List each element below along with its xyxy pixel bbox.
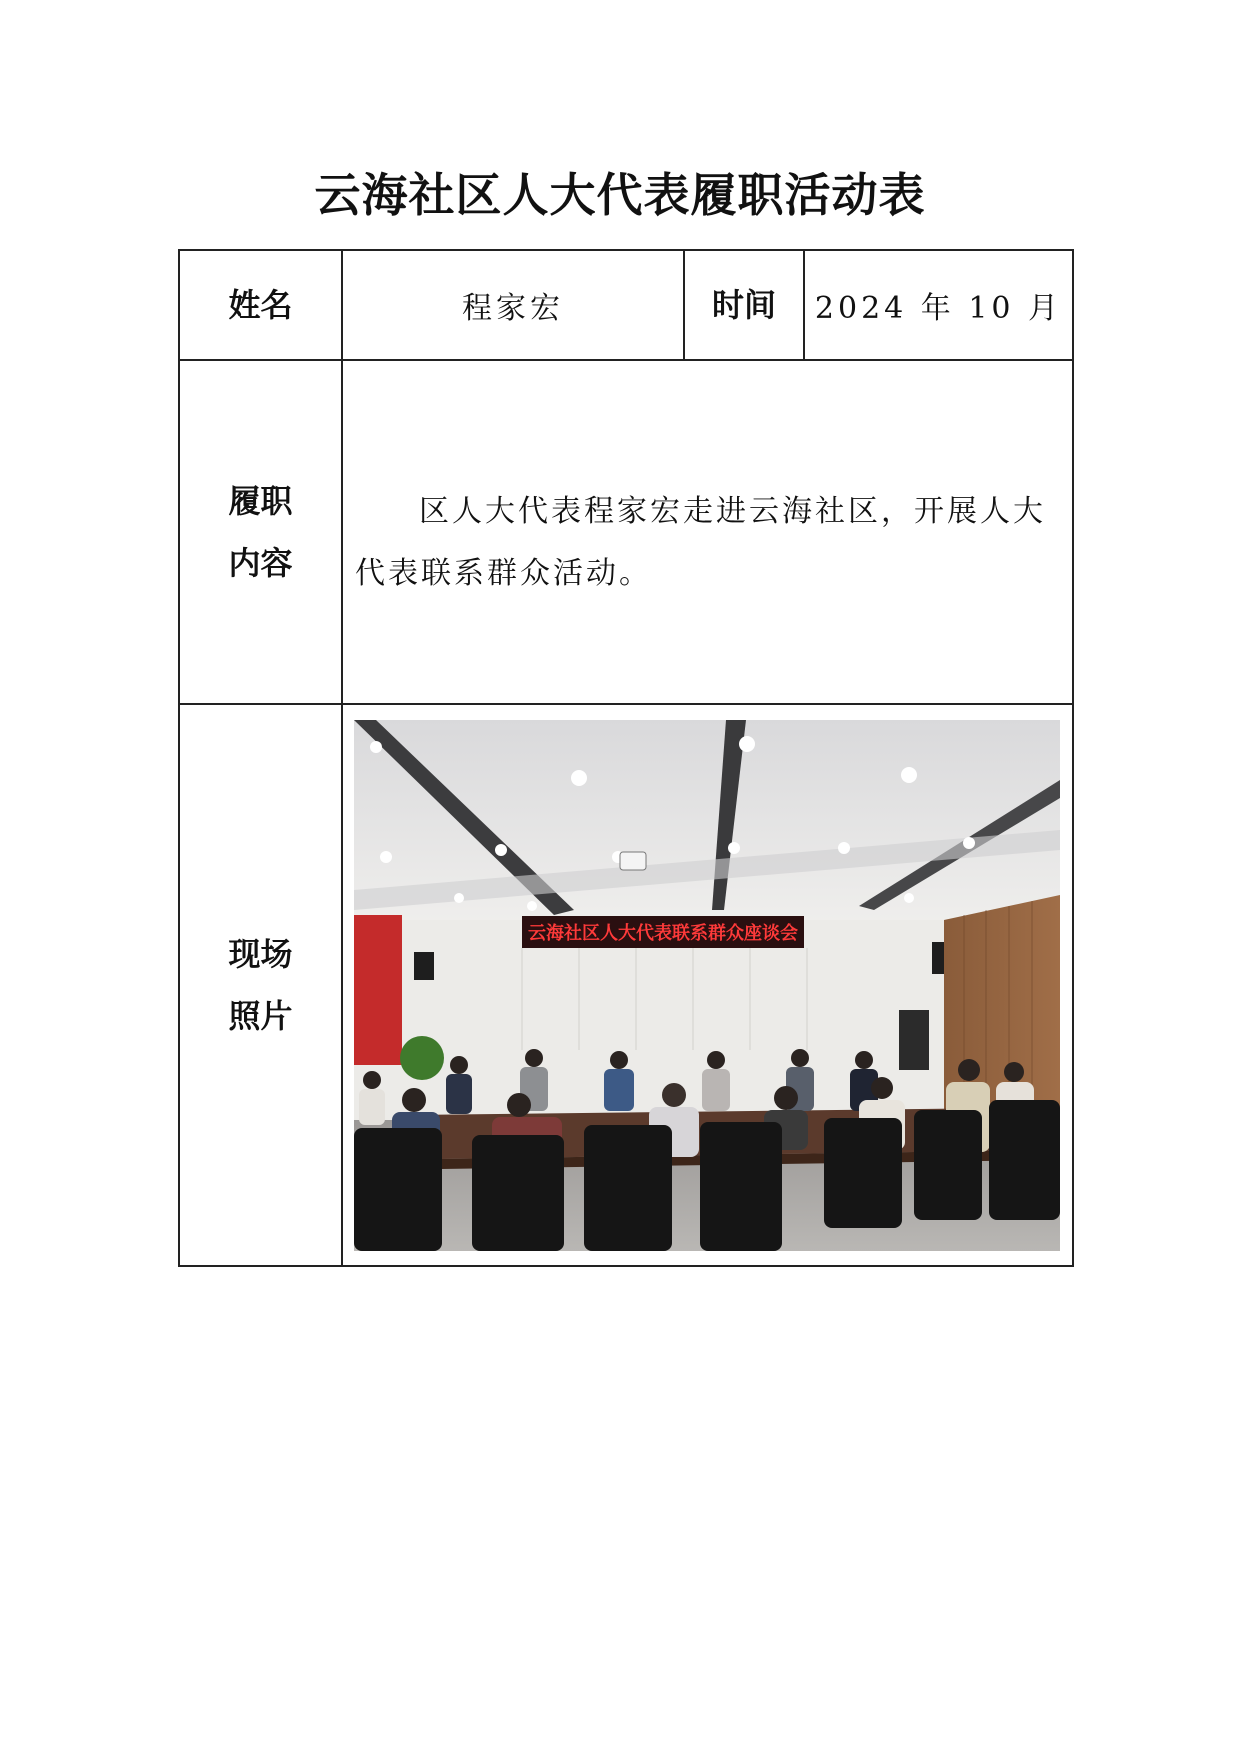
ceiling-light [901,767,917,783]
ceiling-light [838,842,850,854]
ceiling-light [527,901,537,911]
ceiling-light [963,837,975,849]
ceiling-light [571,770,587,786]
photo-row [179,704,1073,1266]
speaker-left [414,952,434,980]
time-label: 时间 [684,250,804,360]
ceiling-light [904,893,914,903]
photo-label-line1: 现场 [228,935,293,973]
page-title: 云海社区人大代表履职活动表 [314,168,926,222]
name-label: 姓名 [179,250,342,360]
photo-ceiling [354,720,1060,940]
plant [400,1036,444,1080]
duty-content-cell [342,360,1073,704]
ceiling-light [728,842,740,854]
time-value: 2024 年 10 月 [804,250,1073,360]
ceiling-light [739,736,755,752]
equipment-rack [899,1010,929,1070]
ceiling-light [495,844,507,856]
duty-row [179,360,1073,704]
duty-content-text: 区人大代表程家宏走进云海社区，开展人大代表联系群众活动。 [355,494,1046,591]
ceiling-light [380,851,392,863]
duty-label-cell [179,360,342,704]
photo-cell [342,704,1073,1266]
left-red-wall [354,915,402,1065]
led-banner-text: 云海社区人大代表联系群众座谈会 [528,922,798,944]
ceiling-light [454,893,464,903]
photo-label-line2: 照片 [228,997,293,1035]
ceiling-light [370,741,382,753]
name-value: 程家宏 [342,250,684,360]
duty-label-line2: 内容 [228,544,293,582]
projector [620,852,646,870]
activity-form-table [178,249,1074,1267]
photo-label-cell [179,704,342,1266]
header-row [179,250,1073,360]
duty-label-line1: 履职 [228,482,293,520]
meeting-photo [354,720,1060,1251]
